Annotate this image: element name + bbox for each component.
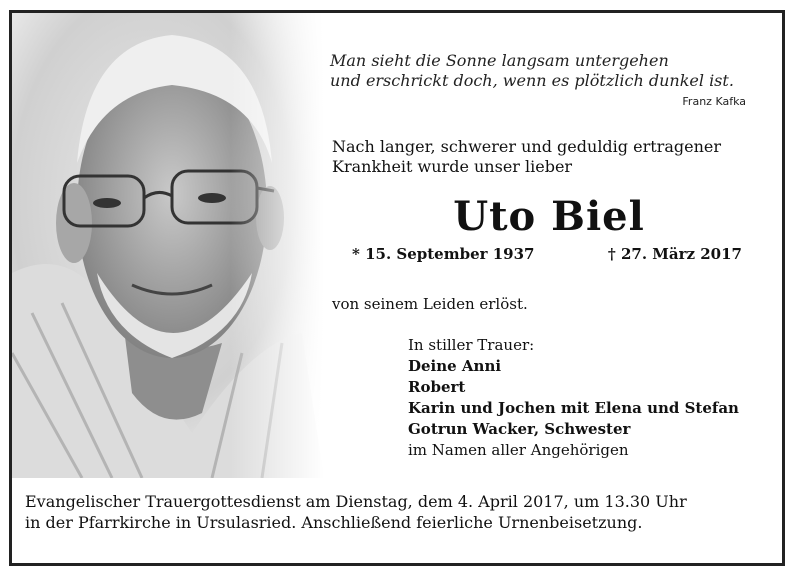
service-line-1: Evangelischer Trauergottesdienst am Dienstag, dem 4. April 2017, um 13.30 Uhr [25,492,687,511]
quote [330,51,760,91]
mourners-footer: im Namen aller Angehörigen [408,441,629,459]
intro-text [332,137,762,177]
mourners-header: In stiller Trauer: [408,336,535,354]
service-info [25,491,785,533]
quote-line-1: Man sieht die Sonne langsam untergehen [330,51,669,70]
birth-date: * 15. September 1937 [352,245,535,263]
mourner-name: Gotrun Wacker, Schwester [408,420,631,438]
intro-line-1: Nach langer, schwerer und geduldig ertragener [332,137,721,156]
quote-author: Franz Kafka [682,95,746,108]
life-dates [332,245,762,263]
mourner-name: Robert [408,378,466,396]
mourner-name: Karin und Jochen mit Elena und Stefan [408,399,739,417]
quote-line-2: und erschrickt doch, wenn es plötzlich dunkel ist. [330,71,734,90]
obituary-frame [9,10,785,566]
service-line-2: in der Pfarrkirche in Ursulasried. Anschließend feierliche Urnenbeisetzung. [25,513,643,532]
intro-line-2: Krankheit wurde unser lieber [332,157,573,176]
death-date: † 27. März 2017 [607,245,742,263]
released-text: von seinem Leiden erlöst. [332,295,528,313]
mourners-block [408,335,739,461]
deceased-name: Uto Biel [453,193,645,240]
portrait-photo [12,13,324,478]
mourner-name: Deine Anni [408,357,502,375]
